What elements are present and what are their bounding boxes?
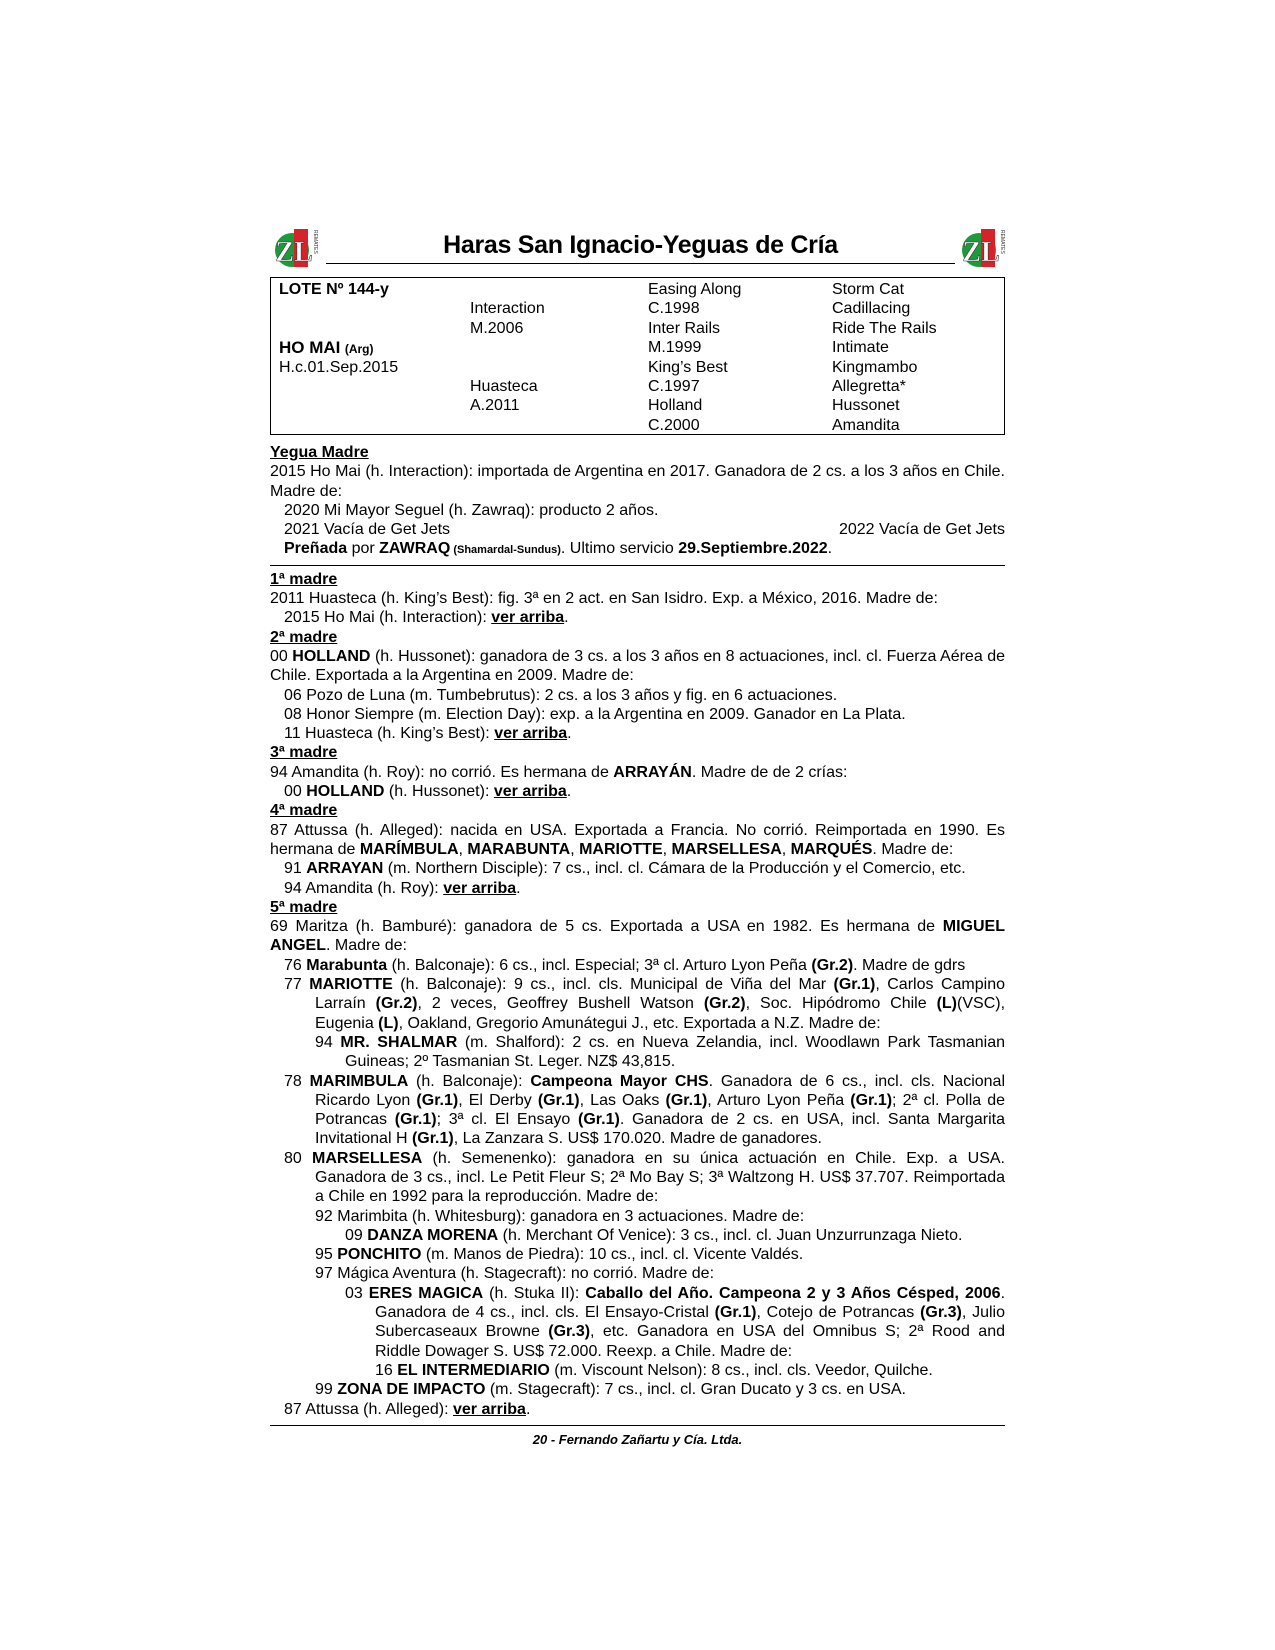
text-bold: HOLLAND [306, 783, 385, 801]
list-item [270, 975, 1005, 1033]
ver-arriba-link[interactable]: ver arriba [494, 725, 568, 743]
text-bold: MARIOTTE [309, 976, 393, 994]
text-bold: ZAWRAQ [379, 540, 451, 558]
text-bold: MARQUÉS [790, 840, 873, 858]
ver-arriba-link[interactable]: ver arriba [493, 783, 567, 801]
pedigree-cell: M.1999 [648, 339, 702, 357]
text-bold: EL INTERMEDIARIO [397, 1361, 550, 1379]
text: , etc. Ganadora en USA del Omnibus S; 2ª Rood and Riddle Dowager S. US$ 72.000. Reexp. a Chile. Madre de: [375, 1323, 1006, 1360]
text: . Madre de: [326, 937, 407, 955]
text: 87 Attussa (h. Alleged): nacida en USA. Exportada a Francia. No corrió. Reimportada en 1990. Es hermana de [270, 821, 1005, 858]
horse-name: HO MAI [279, 338, 341, 358]
text: , Las Oaks [579, 1091, 666, 1109]
m3-text [270, 763, 1005, 782]
text: (h. Balconaje): [408, 1072, 531, 1090]
section-heading-2a-madre: 2ª madre [270, 628, 338, 646]
list-item: 08 Honor Siempre (m. Election Day): exp. a la Argentina en 2009. Ganador en La Plata. [284, 705, 906, 723]
pedigree-cell: Allegretta* [832, 377, 906, 395]
list-item [270, 1245, 1005, 1264]
text: 16 [375, 1361, 398, 1379]
list-item [270, 1149, 1005, 1207]
text: (m. Manos de Piedra): 10 cs., incl. cl. Vicente Valdés. [421, 1246, 804, 1264]
pedigree-cell: Holland [648, 397, 703, 415]
section-heading-5a-madre: 5ª madre [270, 898, 338, 916]
pedigree-col-horse [279, 280, 398, 377]
text-bold: Preñada [284, 540, 348, 558]
text: . Ultimo servicio [560, 540, 679, 558]
text: 80 [284, 1149, 313, 1167]
text: 11 Huasteca (h. King’s Best): [284, 725, 495, 743]
list-item-right: 2022 Vacía de Get Jets [838, 521, 1005, 539]
pedigree-cell: Kingmambo [832, 358, 918, 376]
text-bold: MARABUNTA [467, 840, 571, 858]
text: por [347, 540, 380, 558]
text-bold: (Gr.1) [394, 1111, 437, 1129]
list-item [270, 1361, 1005, 1380]
pedigree-cell: Intimate [832, 339, 889, 357]
m2-text [270, 647, 1005, 686]
pedigree-cell: Cadillacing [832, 300, 911, 318]
ver-arriba-link[interactable]: ver arriba [443, 879, 517, 897]
text-bold: (L) [936, 995, 958, 1013]
text: , Arturo Lyon Peña [707, 1091, 851, 1109]
text: (h. Balconaje): 9 cs., incl. cls. Municipal de Viña del Mar [392, 976, 834, 994]
divider [270, 565, 1005, 566]
text: 99 [315, 1381, 338, 1399]
text: ; 2ª cl. Polla de Potrancas [315, 1091, 1006, 1129]
text: . Ganadora de 6 cs., incl. cls. Nacional Ricardo Lyon [315, 1072, 1006, 1109]
text: 87 Attussa (h. Alleged): [284, 1400, 453, 1418]
text: 09 [345, 1226, 368, 1244]
text-bold: PONCHITO [337, 1246, 422, 1264]
list-item: 06 Pozo de Luna (m. Tumbebrutus): 2 cs. a los 3 años y fig. en 6 actuaciones. [284, 686, 838, 704]
text-bold: ERES MAGICA [368, 1284, 484, 1302]
text-bold: ZONA DE IMPACTO [337, 1381, 486, 1399]
text: . Madre de: [872, 840, 954, 858]
text-bold: MR. SHALMAR [340, 1033, 458, 1051]
text-small: (Shamardal-Sundus) [450, 544, 561, 557]
text: (m. Northern Disciple): 7 cs., incl. cl. Cámara de la Producción y el Comercio, etc. [383, 860, 966, 878]
text-bold: MIGUEL ANGEL [270, 918, 1005, 955]
text: 94 Amandita (h. Roy): [284, 879, 444, 897]
svg-text:REMATES: REMATES [999, 230, 1005, 254]
text: , Carlos Campino Larraín [315, 976, 1005, 1013]
text-bold: ARRAYÁN [613, 763, 692, 781]
section-heading-yegua-madre: Yegua Madre [270, 444, 369, 461]
ver-arriba-link[interactable]: ver arriba [453, 1400, 526, 1418]
zl-remates-logo [272, 225, 318, 271]
list-item [270, 520, 1005, 539]
sire: Interaction [470, 300, 545, 318]
text: 94 Amandita (h. Roy): no corrió. Es hermana de [270, 763, 614, 781]
pedigree-table [270, 277, 1005, 435]
text-bold: (Gr.1) [833, 976, 876, 994]
text-bold: (L) [378, 1014, 399, 1032]
text: . [566, 783, 572, 801]
list-item [270, 859, 1005, 878]
text: (VSC), Eugenia [315, 995, 1006, 1032]
text: 00 [284, 783, 307, 801]
section-heading-4a-madre: 4ª madre [270, 802, 338, 820]
pedigree-col-parents [470, 280, 545, 416]
pedigree-cell: Storm Cat [832, 281, 905, 298]
text-bold: (Gr.1) [714, 1304, 757, 1322]
text-bold: 29.Septiembre.2022 [678, 540, 828, 558]
pedigree-cell: King’s Best [648, 358, 728, 376]
pedigree-cell: C.1997 [648, 377, 700, 395]
text-bold: DANZA MORENA [367, 1226, 499, 1244]
text: 2015 Ho Mai (h. Interaction): [284, 609, 492, 627]
header [270, 225, 1005, 277]
list-item: 92 Marimbita (h. Whitesburg): ganadora en 3 actuaciones. Madre de: [315, 1207, 805, 1225]
text-bold: MARÍMBULA [359, 840, 459, 858]
horse-country: (Arg) [344, 342, 374, 357]
list-item [270, 1400, 1005, 1419]
text-bold: HOLLAND [292, 647, 371, 665]
text: 91 [284, 860, 307, 878]
text: (h. Hussonet): [384, 783, 494, 801]
text: . Ganadora de 2 cs. en USA, incl. Santa Margarita Invitational H [315, 1111, 1006, 1148]
text: (h. Merchant Of Venice): 3 cs., incl. cl. Juan Unzurrunzaga Nieto. [498, 1226, 963, 1244]
list-item [270, 1284, 1005, 1361]
pedigree-cell: C.1998 [648, 300, 700, 318]
text: 78 [284, 1072, 310, 1090]
section-heading-1a-madre: 1ª madre [270, 570, 338, 588]
text: . [516, 879, 521, 897]
text: 95 [315, 1246, 338, 1264]
text: (m. Stagecraft): 7 cs., incl. cl. Gran Ducato y 3 cs. en USA. [485, 1381, 906, 1399]
text: . [525, 1400, 531, 1418]
text: , El Derby [458, 1091, 538, 1109]
text-bold: MARSELLESA [312, 1149, 423, 1167]
text-bold: (Gr.1) [416, 1091, 459, 1109]
text-bold: (Gr.2) [703, 995, 746, 1013]
text-bold: Campeona Mayor CHS [530, 1072, 709, 1090]
m5-text [270, 917, 1005, 956]
text: 00 [270, 647, 293, 665]
m4-text [270, 821, 1005, 860]
text: , Cotejo de Potrancas [756, 1304, 921, 1322]
text-bold: (Gr.2) [375, 995, 418, 1013]
text: . Madre de gdrs [853, 956, 966, 974]
text-bold: Caballo del Año. Campeona 2 y 3 Años Césped, 2006 [585, 1284, 1001, 1302]
text-bold: (Gr.1) [665, 1091, 708, 1109]
horse-name-line [279, 338, 398, 357]
list-item [270, 1072, 1005, 1149]
pedigree-cell: Easing Along [648, 281, 742, 298]
list-item [270, 724, 1005, 743]
pedigree-cell: C.2000 [648, 416, 700, 434]
text-bold: MARIMBULA [309, 1072, 409, 1090]
dam-info: A.2011 [470, 397, 520, 415]
dam: Huasteca [470, 377, 538, 395]
text: 77 [284, 976, 310, 994]
text: (h. Balconaje): 6 cs., incl. Especial; 3ª cl. Arturo Lyon Peña [387, 956, 812, 974]
svg-text:REMATES: REMATES [312, 230, 318, 254]
text: (h. Stuka II): [483, 1284, 586, 1302]
text-bold: (Gr.1) [850, 1091, 893, 1109]
text: . [564, 609, 569, 627]
text-bold: Marabunta [306, 956, 388, 974]
text: (h. Semenenko): ganadora en su única actuación en Chile. Exp. a USA. Ganadora de 3 cs., incl. Le Petit Fleur S; 2ª Mo Bay S; 3ª Waltzong H. US$ 37.707. Reimportada a Chile en 1992 para la reproducción. Madre de: [315, 1149, 1005, 1206]
text-bold: (Gr.2) [811, 956, 854, 974]
pedigree-col-great-grandparents [832, 280, 937, 435]
text: , [662, 840, 672, 858]
text: 76 [284, 956, 307, 974]
page [270, 225, 1005, 1449]
svg-text:ZL: ZL [962, 237, 1000, 268]
list-item [270, 608, 1005, 627]
text: , [570, 840, 580, 858]
text: , Soc. Hipódromo Chile [745, 995, 937, 1013]
m1-text: 2011 Huasteca (h. King’s Best): fig. 3ª en 2 act. en San Isidro. Exp. a México, 2016. Madre de: [270, 590, 938, 608]
pedigree-cell: Hussonet [832, 397, 900, 415]
text: , La Zanzara S. US$ 170.020. Madre de ganadores. [453, 1130, 822, 1148]
text-bold: (Gr.1) [578, 1111, 620, 1129]
text-bold: (Gr.3) [920, 1304, 962, 1322]
text: 69 Maritza (h. Bamburé): ganadora de 5 cs. Exportada a USA en 1982. Es hermana de [270, 918, 943, 936]
text: . Ganadora de 4 cs., incl. cls. El Ensayo-Cristal [375, 1284, 1006, 1322]
page-title: Haras San Ignacio-Yeguas de Cría [326, 231, 955, 264]
yegua-madre-text: 2015 Ho Mai (h. Interaction): importada de Argentina en 2017. Ganadora de 2 cs. a los 3 años en Chile. Madre de: [270, 463, 1005, 500]
text: . [567, 725, 572, 743]
ver-arriba-link[interactable]: ver arriba [491, 609, 565, 627]
list-item [270, 1226, 1005, 1245]
text: , Oakland, Gregorio Amunátegui J., etc. Exportada a N.Z. Madre de: [398, 1014, 881, 1032]
text-bold: (Gr.3) [548, 1323, 591, 1341]
sire-info: M.2006 [470, 319, 524, 337]
horse-info: H.c.01.Sep.2015 [279, 358, 399, 376]
text: ; 3ª cl. El Ensayo [436, 1111, 579, 1129]
pedigree-cell: Ride The Rails [832, 319, 937, 337]
pregnancy-line [270, 539, 1005, 560]
list-item [270, 1380, 1005, 1399]
text: (h. Hussonet): ganadora de 3 cs. a los 3 años en 8 actuaciones, incl. cl. Fuerza Aérea de Chile. Exportada a la Argentina en 2009. Madre de: [270, 647, 1005, 685]
pedigree-cell: Amandita [832, 416, 900, 434]
text-bold: ARRAYAN [306, 860, 384, 878]
lot-body [270, 443, 1005, 1449]
lote-number: LOTE Nº 144-y [279, 281, 389, 298]
section-heading-3a-madre: 3ª madre [270, 744, 338, 762]
text: , [458, 840, 468, 858]
svg-text:ZL: ZL [275, 237, 313, 268]
list-item: 2020 Mi Mayor Seguel (h. Zawraq): producto 2 años. [284, 501, 659, 519]
text: , 2 veces, Geoffrey Bushell Watson [417, 995, 704, 1013]
list-item [270, 782, 1005, 801]
text: , [781, 840, 791, 858]
text: . Madre de de 2 crías: [691, 763, 848, 781]
footer: 20 - Fernando Zañartu y Cía. Ltda. [270, 1425, 1005, 1449]
text-bold: (Gr.1) [537, 1091, 580, 1109]
pedigree-col-grandparents [648, 280, 741, 435]
pedigree-cell: Inter Rails [648, 319, 721, 337]
text: 03 [345, 1284, 369, 1302]
text: 94 [315, 1033, 341, 1051]
list-item [270, 879, 1005, 898]
text-bold: MARIOTTE [579, 840, 663, 858]
text: . [827, 540, 833, 558]
text-bold: MARSELLESA [671, 840, 782, 858]
list-item-left: 2021 Vacía de Get Jets [284, 521, 451, 539]
text: (m. Shalford): 2 cs. en Nueva Zelandia, incl. Woodlawn Park Tasmanian Guineas; 2º Tasmanian St. Leger. NZ$ 43,815. [345, 1033, 1006, 1071]
text-bold: (Gr.1) [411, 1130, 454, 1148]
list-item: 97 Mágica Aventura (h. Stagecraft): no corrió. Madre de: [315, 1265, 715, 1283]
zl-remates-logo [959, 225, 1005, 271]
list-item [270, 956, 1005, 975]
text: , Julio Subercaseaux Browne [375, 1304, 1005, 1341]
text: (m. Viscount Nelson): 8 cs., incl. cls. Veedor, Quilche. [549, 1361, 933, 1379]
list-item [270, 1033, 1005, 1072]
